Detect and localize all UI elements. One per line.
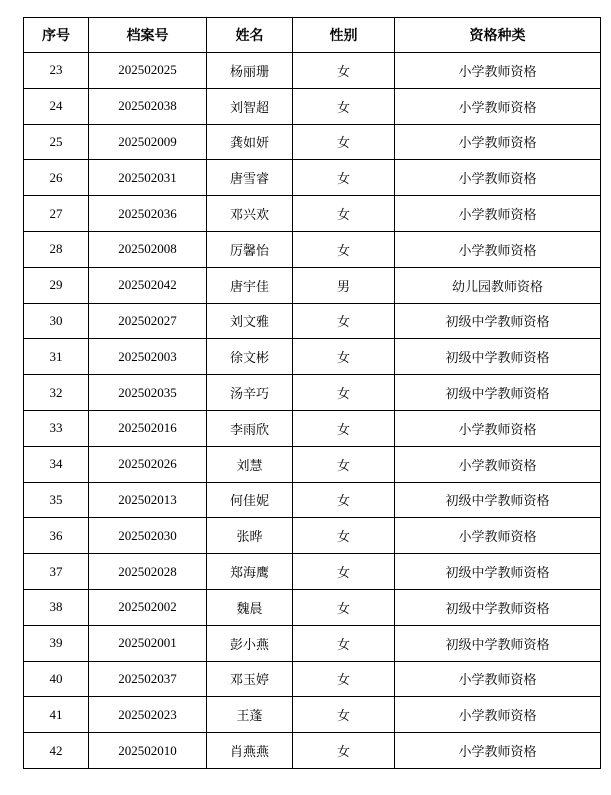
cell-serial-number: 40 <box>24 661 89 697</box>
cell-file-number: 202502013 <box>89 482 207 518</box>
table-row <box>24 446 601 482</box>
cell-file-number: 202502001 <box>89 625 207 661</box>
cell-serial-number: 35 <box>24 482 89 518</box>
header-name: 姓名 <box>207 18 293 53</box>
cell-gender: 女 <box>293 625 395 661</box>
cell-file-number: 202502003 <box>89 339 207 375</box>
cell-file-number: 202502035 <box>89 375 207 411</box>
cell-gender: 女 <box>293 482 395 518</box>
cell-qualification-type: 小学教师资格 <box>395 410 601 446</box>
header-gender: 性别 <box>293 18 395 53</box>
cell-name: 刘智超 <box>207 88 293 124</box>
cell-gender: 女 <box>293 589 395 625</box>
cell-gender: 女 <box>293 697 395 733</box>
cell-serial-number: 37 <box>24 554 89 590</box>
cell-serial-number: 28 <box>24 231 89 267</box>
cell-file-number: 202502009 <box>89 124 207 160</box>
table-row <box>24 303 601 339</box>
table-row <box>24 697 601 733</box>
cell-file-number: 202502036 <box>89 196 207 232</box>
cell-serial-number: 39 <box>24 625 89 661</box>
cell-name: 肖燕燕 <box>207 733 293 769</box>
cell-serial-number: 29 <box>24 267 89 303</box>
table-row <box>24 410 601 446</box>
cell-file-number: 202502028 <box>89 554 207 590</box>
cell-name: 龚如妍 <box>207 124 293 160</box>
cell-qualification-type: 初级中学教师资格 <box>395 625 601 661</box>
table-row <box>24 53 601 89</box>
cell-gender: 男 <box>293 267 395 303</box>
cell-file-number: 202502010 <box>89 733 207 769</box>
qualification-table <box>23 17 601 769</box>
cell-name: 刘慧 <box>207 446 293 482</box>
cell-gender: 女 <box>293 733 395 769</box>
cell-serial-number: 23 <box>24 53 89 89</box>
cell-qualification-type: 初级中学教师资格 <box>395 303 601 339</box>
cell-gender: 女 <box>293 375 395 411</box>
cell-name: 唐雪睿 <box>207 160 293 196</box>
cell-qualification-type: 小学教师资格 <box>395 446 601 482</box>
table-row <box>24 661 601 697</box>
cell-qualification-type: 小学教师资格 <box>395 231 601 267</box>
table-row <box>24 482 601 518</box>
cell-name: 彭小燕 <box>207 625 293 661</box>
cell-gender: 女 <box>293 53 395 89</box>
table-row <box>24 267 601 303</box>
cell-name: 汤辛巧 <box>207 375 293 411</box>
cell-gender: 女 <box>293 410 395 446</box>
cell-serial-number: 25 <box>24 124 89 160</box>
cell-qualification-type: 小学教师资格 <box>395 160 601 196</box>
cell-name: 魏晨 <box>207 589 293 625</box>
cell-serial-number: 31 <box>24 339 89 375</box>
cell-serial-number: 26 <box>24 160 89 196</box>
table-row <box>24 625 601 661</box>
cell-gender: 女 <box>293 196 395 232</box>
cell-qualification-type: 小学教师资格 <box>395 196 601 232</box>
header-qualification-type: 资格种类 <box>395 18 601 53</box>
cell-serial-number: 27 <box>24 196 89 232</box>
table-row <box>24 160 601 196</box>
cell-qualification-type: 小学教师资格 <box>395 124 601 160</box>
cell-file-number: 202502027 <box>89 303 207 339</box>
cell-qualification-type: 小学教师资格 <box>395 733 601 769</box>
header-file-number: 档案号 <box>89 18 207 53</box>
cell-file-number: 202502023 <box>89 697 207 733</box>
cell-file-number: 202502002 <box>89 589 207 625</box>
cell-qualification-type: 初级中学教师资格 <box>395 482 601 518</box>
cell-file-number: 202502026 <box>89 446 207 482</box>
cell-qualification-type: 初级中学教师资格 <box>395 554 601 590</box>
cell-qualification-type: 初级中学教师资格 <box>395 375 601 411</box>
cell-name: 刘文雅 <box>207 303 293 339</box>
cell-name: 何佳妮 <box>207 482 293 518</box>
cell-name: 唐宇佳 <box>207 267 293 303</box>
cell-name: 李雨欣 <box>207 410 293 446</box>
cell-gender: 女 <box>293 124 395 160</box>
cell-serial-number: 34 <box>24 446 89 482</box>
table-row <box>24 196 601 232</box>
cell-name: 邓兴欢 <box>207 196 293 232</box>
table-row <box>24 231 601 267</box>
cell-name: 张晔 <box>207 518 293 554</box>
cell-name: 厉馨怡 <box>207 231 293 267</box>
cell-file-number: 202502030 <box>89 518 207 554</box>
cell-qualification-type: 初级中学教师资格 <box>395 339 601 375</box>
cell-gender: 女 <box>293 160 395 196</box>
cell-file-number: 202502031 <box>89 160 207 196</box>
cell-serial-number: 33 <box>24 410 89 446</box>
table-row <box>24 339 601 375</box>
cell-name: 郑海鹰 <box>207 554 293 590</box>
cell-name: 徐文彬 <box>207 339 293 375</box>
cell-qualification-type: 小学教师资格 <box>395 53 601 89</box>
cell-qualification-type: 小学教师资格 <box>395 88 601 124</box>
table-row <box>24 554 601 590</box>
table-row <box>24 518 601 554</box>
table-row <box>24 124 601 160</box>
cell-gender: 女 <box>293 303 395 339</box>
cell-file-number: 202502037 <box>89 661 207 697</box>
cell-file-number: 202502016 <box>89 410 207 446</box>
cell-serial-number: 24 <box>24 88 89 124</box>
cell-gender: 女 <box>293 661 395 697</box>
cell-serial-number: 36 <box>24 518 89 554</box>
cell-name: 邓玉婷 <box>207 661 293 697</box>
cell-serial-number: 42 <box>24 733 89 769</box>
cell-qualification-type: 幼儿园教师资格 <box>395 267 601 303</box>
cell-serial-number: 41 <box>24 697 89 733</box>
cell-qualification-type: 小学教师资格 <box>395 518 601 554</box>
cell-qualification-type: 初级中学教师资格 <box>395 589 601 625</box>
cell-file-number: 202502008 <box>89 231 207 267</box>
table-row <box>24 88 601 124</box>
cell-gender: 女 <box>293 88 395 124</box>
header-serial-number: 序号 <box>24 18 89 53</box>
cell-name: 杨丽珊 <box>207 53 293 89</box>
cell-serial-number: 32 <box>24 375 89 411</box>
cell-gender: 女 <box>293 231 395 267</box>
table-header-row <box>24 18 601 53</box>
cell-file-number: 202502042 <box>89 267 207 303</box>
cell-name: 王蓬 <box>207 697 293 733</box>
cell-serial-number: 38 <box>24 589 89 625</box>
cell-gender: 女 <box>293 554 395 590</box>
cell-gender: 女 <box>293 339 395 375</box>
table-body <box>24 53 601 769</box>
cell-file-number: 202502025 <box>89 53 207 89</box>
cell-gender: 女 <box>293 518 395 554</box>
cell-qualification-type: 小学教师资格 <box>395 697 601 733</box>
table-row <box>24 589 601 625</box>
table-row <box>24 375 601 411</box>
cell-file-number: 202502038 <box>89 88 207 124</box>
cell-qualification-type: 小学教师资格 <box>395 661 601 697</box>
qualification-table-container <box>23 17 600 769</box>
cell-serial-number: 30 <box>24 303 89 339</box>
cell-gender: 女 <box>293 446 395 482</box>
table-row <box>24 733 601 769</box>
